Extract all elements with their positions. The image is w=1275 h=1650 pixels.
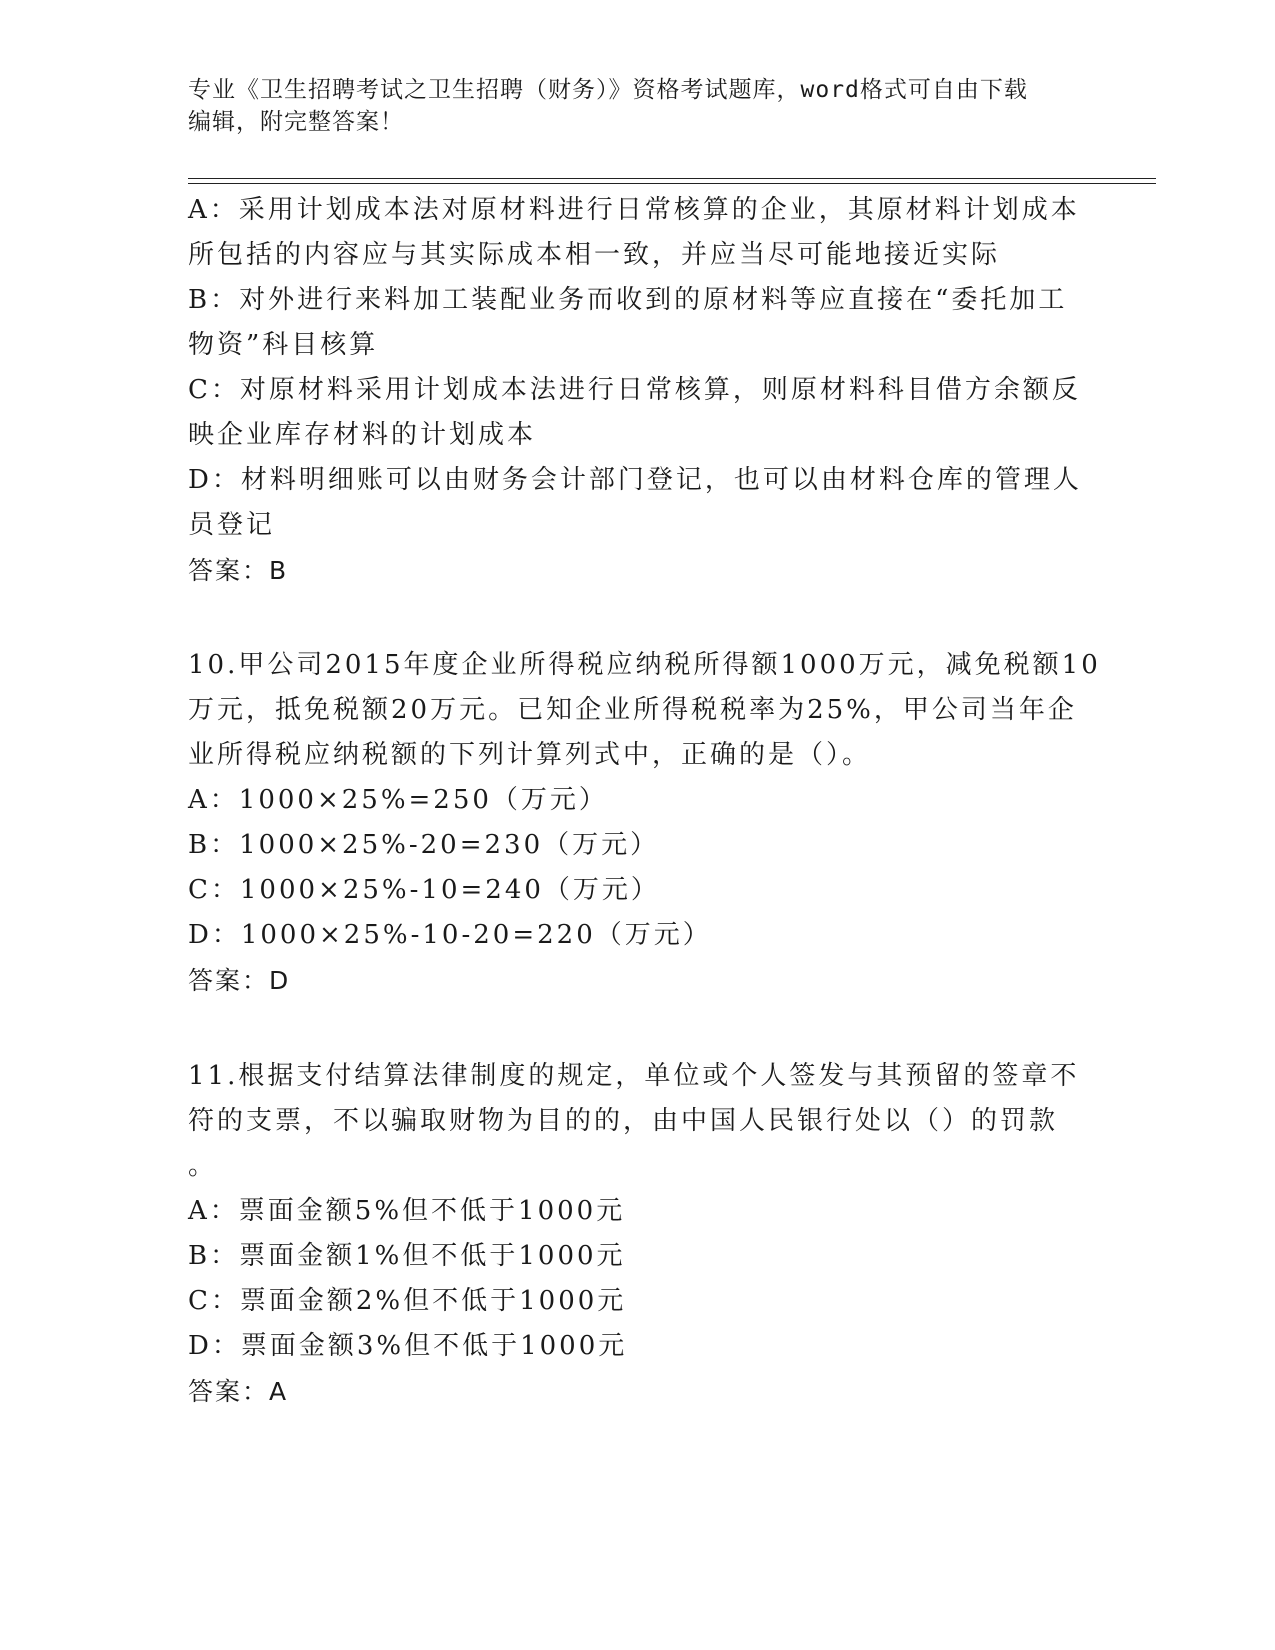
header-line-1: 专业《卫生招聘考试之卫生招聘（财务）》资格考试题库，word格式可自由下载 — [188, 77, 1028, 103]
question-9-option-b-line-2: 物资”科目核算 — [188, 330, 379, 360]
question-11-option-d: D：票面金额3%但不低于1000元 — [188, 1331, 628, 1361]
question-10-option-a: A：1000×25%=250（万元） — [188, 785, 608, 815]
question-11-option-b: B：票面金额1%但不低于1000元 — [188, 1241, 626, 1271]
question-11-stem-line-3: 。 — [188, 1151, 218, 1181]
header-divider-bottom — [188, 183, 1156, 184]
question-9-option-d-line-2: 员登记 — [188, 510, 276, 540]
question-11-block — [188, 1054, 1088, 1414]
question-9-option-a-line-1: A：采用计划成本法对原材料进行日常核算的企业，其原材料计划成本 — [188, 195, 1080, 225]
question-10-block — [188, 643, 1101, 1003]
question-10-option-c: C：1000×25%-10=240（万元） — [188, 875, 660, 905]
question-11-option-c: C：票面金额2%但不低于1000元 — [188, 1286, 627, 1316]
question-11-stem-line-2: 符的支票，不以骗取财物为目的的，由中国人民银行处以（）的罚款 — [188, 1106, 1059, 1136]
question-11-answer: 答案：A — [188, 1377, 289, 1406]
question-10-answer: 答案：D — [188, 966, 291, 995]
question-10-stem-line-2: 万元，抵免税额20万元。已知企业所得税税率为25%，甲公司当年企 — [188, 695, 1077, 725]
question-10-option-d: D：1000×25%-10-20=220（万元） — [188, 920, 712, 950]
question-11-stem-line-1: 11.根据支付结算法律制度的规定，单位或个人签发与其预留的签章不 — [188, 1061, 1080, 1091]
question-9-option-a-line-2: 所包括的内容应与其实际成本相一致，并应当尽可能地接近实际 — [188, 240, 1001, 270]
question-9-option-c-line-1: C：对原材料采用计划成本法进行日常核算，则原材料科目借方余额反 — [188, 375, 1081, 405]
question-10-stem-line-3: 业所得税应纳税额的下列计算列式中，正确的是（）。 — [188, 740, 872, 770]
header-line-2: 编辑，附完整答案！ — [188, 109, 404, 135]
question-9-option-b-line-1: B：对外进行来料加工装配业务而收到的原材料等应直接在“委托加工 — [188, 285, 1068, 315]
question-9-option-d-line-1: D：材料明细账可以由财务会计部门登记，也可以由材料仓库的管理人 — [188, 465, 1082, 495]
question-9-option-c-line-2: 映企业库存材料的计划成本 — [188, 420, 537, 450]
question-10-option-b: B：1000×25%-20=230（万元） — [188, 830, 660, 860]
question-9-answer: 答案：B — [188, 556, 289, 585]
document-header — [188, 74, 1088, 138]
question-11-option-a: A：票面金额5%但不低于1000元 — [188, 1196, 626, 1226]
question-9-block — [188, 188, 1088, 593]
question-10-stem-line-1: 10.甲公司2015年度企业所得税应纳税所得额1000万元，减免税额10 — [188, 650, 1101, 680]
header-divider-top — [188, 178, 1156, 179]
